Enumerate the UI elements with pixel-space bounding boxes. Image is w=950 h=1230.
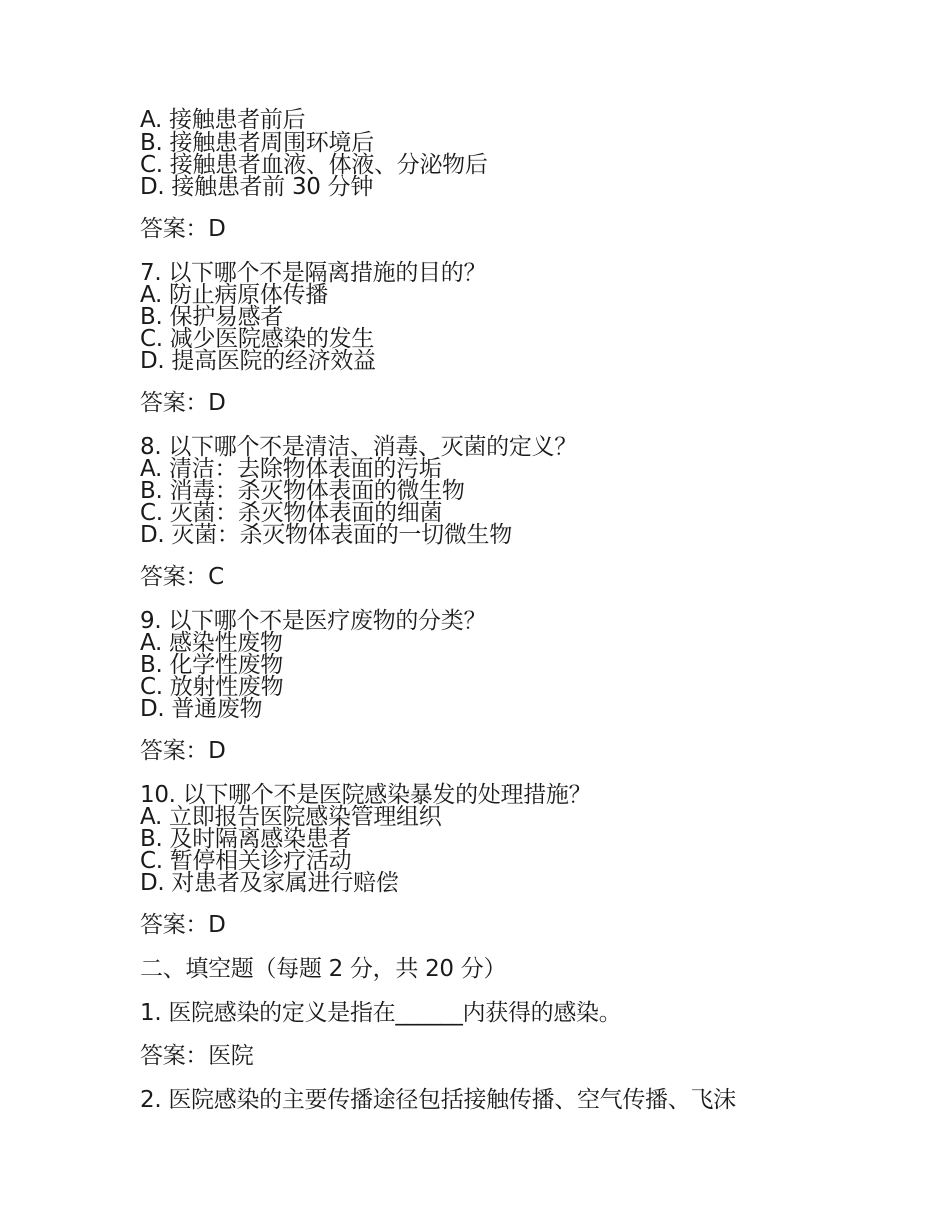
fill1-question: 1. 医院感染的定义是指在______内获得的感染。 bbox=[140, 1000, 622, 1026]
q7-option-c: C. 减少医院感染的发生 bbox=[140, 326, 375, 352]
q9-option-d: D. 普通废物 bbox=[140, 696, 263, 722]
q8-option-c: C. 灭菌：杀灭物体表面的细菌 bbox=[140, 500, 443, 526]
q9-question: 9. 以下哪个不是医疗废物的分类？ bbox=[140, 608, 487, 634]
q9-option-a: A. 感染性废物 bbox=[140, 630, 283, 656]
q10-answer: 答案：D bbox=[140, 912, 226, 938]
q7-option-a: A. 防止病原体传播 bbox=[140, 282, 328, 308]
q10-option-c: C. 暂停相关诊疗活动 bbox=[140, 848, 352, 874]
q10-question: 10. 以下哪个不是医院感染暴发的处理措施？ bbox=[140, 782, 592, 808]
q10-option-b: B. 及时隔离感染患者 bbox=[140, 826, 352, 852]
q9-answer: 答案：D bbox=[140, 738, 226, 764]
q8-option-d: D. 灭菌：杀灭物体表面的一切微生物 bbox=[140, 522, 512, 548]
q6-option-b: B. 接触患者周围环境后 bbox=[140, 130, 374, 156]
q8-option-a: A. 清洁：去除物体表面的污垢 bbox=[140, 456, 442, 482]
q7-question: 7. 以下哪个不是隔离措施的目的？ bbox=[140, 260, 487, 286]
q9-option-c: C. 放射性废物 bbox=[140, 674, 284, 700]
q6-option-c: C. 接触患者血液、体液、分泌物后 bbox=[140, 152, 488, 178]
q10-option-d: D. 对患者及家属进行赔偿 bbox=[140, 870, 399, 896]
q6-answer: 答案：D bbox=[140, 216, 226, 242]
q7-answer: 答案：D bbox=[140, 390, 226, 416]
q7-option-b: B. 保护易感者 bbox=[140, 304, 284, 330]
fill2-question: 2. 医院感染的主要传播途径包括接触传播、空气传播、飞沫 bbox=[140, 1087, 736, 1113]
section2-heading: 二、填空题（每题 2 分，共 20 分） bbox=[140, 956, 507, 982]
fill1-answer: 答案：医院 bbox=[140, 1043, 254, 1069]
q9-option-b: B. 化学性废物 bbox=[140, 652, 284, 678]
q7-option-d: D. 提高医院的经济效益 bbox=[140, 348, 376, 374]
q8-answer: 答案：C bbox=[140, 564, 224, 590]
q8-option-b: B. 消毒：杀灭物体表面的微生物 bbox=[140, 478, 465, 504]
q6-option-d: D. 接触患者前 30 分钟 bbox=[140, 174, 374, 200]
q10-option-a: A. 立即报告医院感染管理组织 bbox=[140, 804, 442, 830]
q6-option-a: A. 接触患者前后 bbox=[140, 107, 306, 133]
q8-question: 8. 以下哪个不是清洁、消毒、灭菌的定义？ bbox=[140, 434, 577, 460]
